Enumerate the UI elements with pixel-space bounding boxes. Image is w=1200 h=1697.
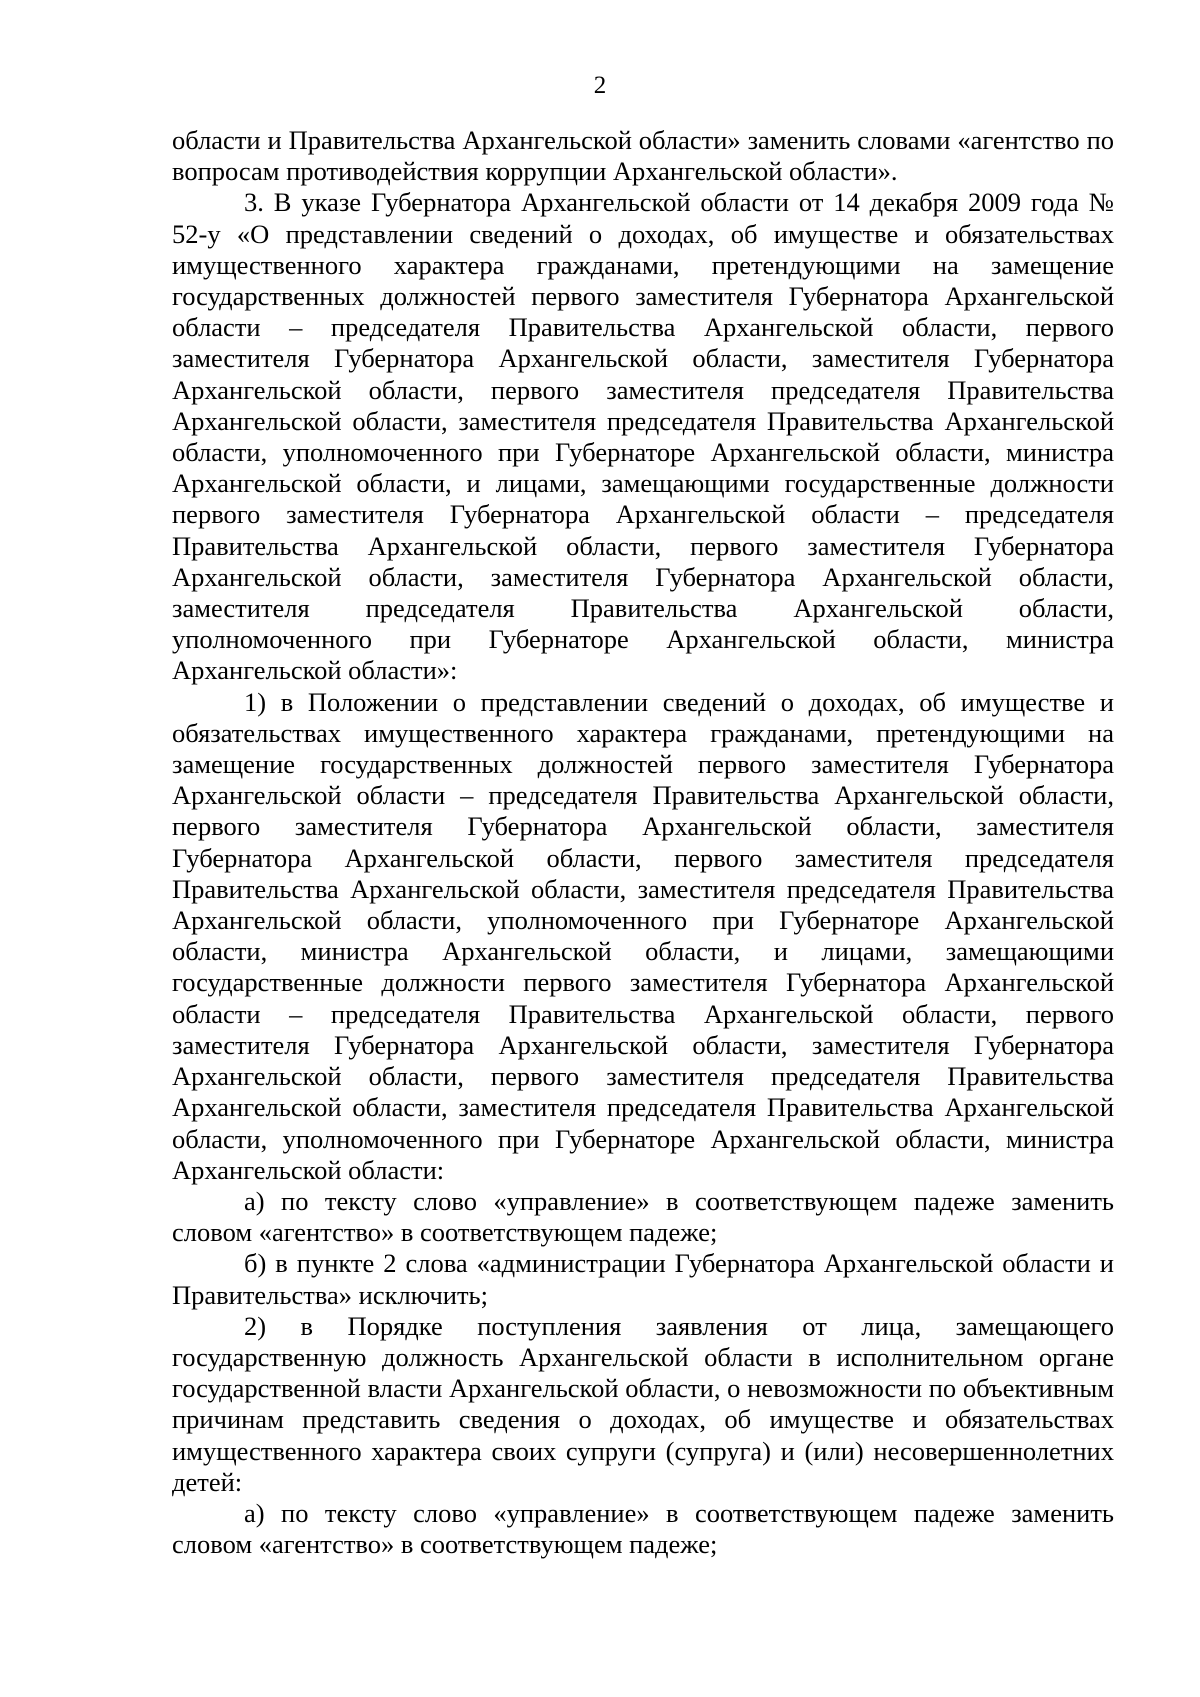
paragraph-item-3: 3. В указе Губернатора Архангельской области от 14 декабря 2009 года № 52-у «О представлении сведений о доходах, об имуществе и обязательствах имущественного характера гражданами, претендующими на замещение государственных должностей первого заместителя Губернатора Архангельской области – председателя Правительства Архангельской области, первого заместителя Губернатора Архангельской области, заместителя Губернатора Архангельской области, первого заместителя председателя Правительства Архангельской области, заместителя председателя Правительства Архангельской области, уполномоченного при Губернаторе Архангельской области, министра Архангельской области, и лицами, замещающими государственные должности первого заместителя Губернатора Архангельской области – председателя Правительства Архангельской области, первого заместителя Губернатора Архангельской области, заместителя Губернатора Архангельской области, заместителя председателя Правительства Архангельской области, уполномоченного при Губернаторе Архангельской области, министра Архангельской области»: [172,187,1114,686]
paragraph-subitem-1a: а) по тексту слово «управление» в соответствующем падеже заменить словом «агентство» в соответствующем падеже; [172,1185,1114,1248]
paragraph-subitem-1b: б) в пункте 2 слова «администрации Губернатора Архангельской области и Правительства» исключить; [172,1248,1114,1310]
paragraph-continuation: области и Правительства Архангельской области» заменить словами «агентство по вопросам противодействия коррупции Архангельской области». [172,125,1114,187]
page-number: 2 [593,72,607,99]
paragraph-subitem-1: 1) в Положении о представлении сведений о доходах, об имуществе и обязательствах имущественного характера гражданами, претендующими на замещение государственных должностей первого заместителя Губернатора Архангельской области – председателя Правительства Архангельской области, первого заместителя Губернатора Архангельской области, заместителя Губернатора Архангельской области, первого заместителя председателя Правительства Архангельской области, заместителя председателя Правительства Архангельской области, уполномоченного при Губернаторе Архангельской области, министра Архангельской области, и лицами, замещающими государственные должности первого заместителя Губернатора Архангельской области – председателя Правительства Архангельской области, первого заместителя Губернатора Архангельской области, заместителя Губернатора Архангельской области, первого заместителя председателя Правительства Архангельской области, заместителя председателя Правительства Архангельской области, уполномоченного при Губернаторе Архангельской области, министра Архангельской области: [172,686,1114,1185]
paragraph-subitem-2: 2) в Порядке поступления заявления от лица, замещающего государственную должность Архангельской области в исполнительном органе государственной власти Архангельской области, о невозможности по объективным причинам представить сведения о доходах, об имуществе и обязательствах имущественного характера своих супруги (супруга) и (или) несовершеннолетних детей: [172,1310,1114,1497]
paragraph-subitem-2a: а) по тексту слово «управление» в соответствующем падеже заменить словом «агентство» в соответствующем падеже; [172,1497,1114,1560]
document-body [172,125,1114,1560]
